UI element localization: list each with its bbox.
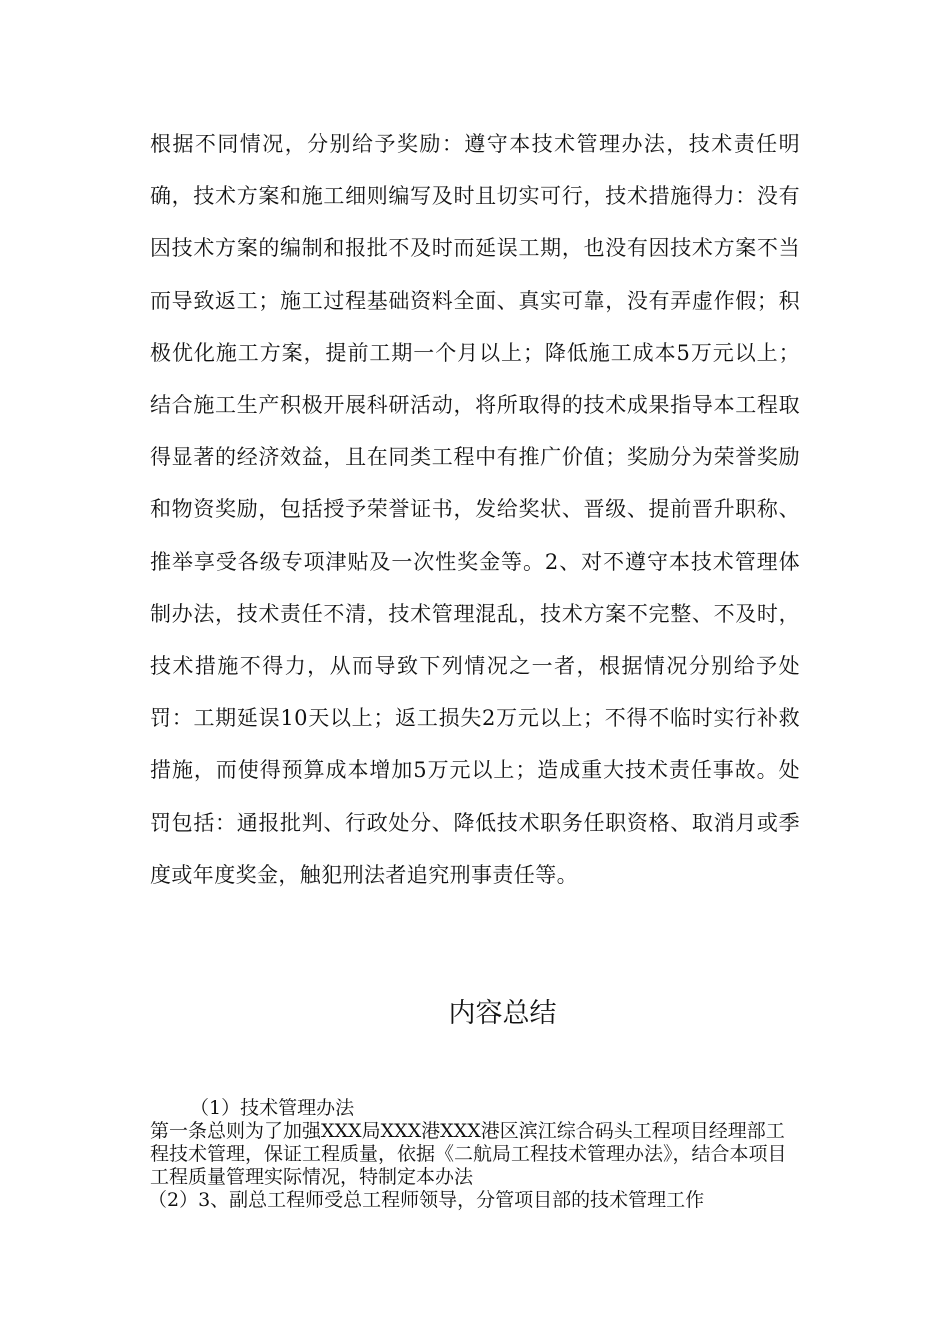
summary-section	[150, 1097, 800, 1212]
summary-item-1: （1）技术管理办法	[190, 1097, 355, 1119]
summary-item-2: （2）3、副总工程师受总工程师领导，分管项目部的技术管理工作	[148, 1189, 705, 1211]
body-paragraph: 根据不同情况，分别给予奖励：遵守本技术管理办法，技术责任明确，技术方案和施工细则编写及时且切实可行，技术措施得力：没有因技术方案的编制和报批不及时而延误工期，也没有因技术方案不当而导致返工；施工过程基础资料全面、真实可靠，没有弄虚作假；积极优化施工方案，提前工期一个月以上；降低施工成本5万元以上；结合施工生产积极开展科研活动，将所取得的技术成果指导本工程取得显著的经济效益，且在同类工程中有推广价值；奖励分为荣誉奖励和物资奖励，包括授予荣誉证书，发给奖状、晋级、提前晋升职称、推举享受各级专项津贴及一次性奖金等。2、对不遵守本技术管理体制办法，技术责任不清，技术管理混乱，技术方案不完整、不及时，技术措施不得力，从而导致下列情况之一者，根据情况分别给予处罚：工期延误10天以上；返工损失2万元以上；不得不临时实行补救措施，而使得预算成本增加5万元以上；造成重大技术责任事故。处罚包括：通报批判、行政处分、降低技术职务任职资格、取消月或季度或年度奖金，触犯刑法者追究刑事责任等。	[150, 132, 800, 887]
summary-item-1-detail: 第一条总则为了加强XXX局XXX港XXX港区滨江综合码头工程项目经理部工程技术管理，保证工程质量，依据《二航局工程技术管理办法》，结合本项目工程质量管理实际情况，特制定本办法	[150, 1120, 787, 1188]
summary-title: 内容总结	[448, 998, 557, 1029]
